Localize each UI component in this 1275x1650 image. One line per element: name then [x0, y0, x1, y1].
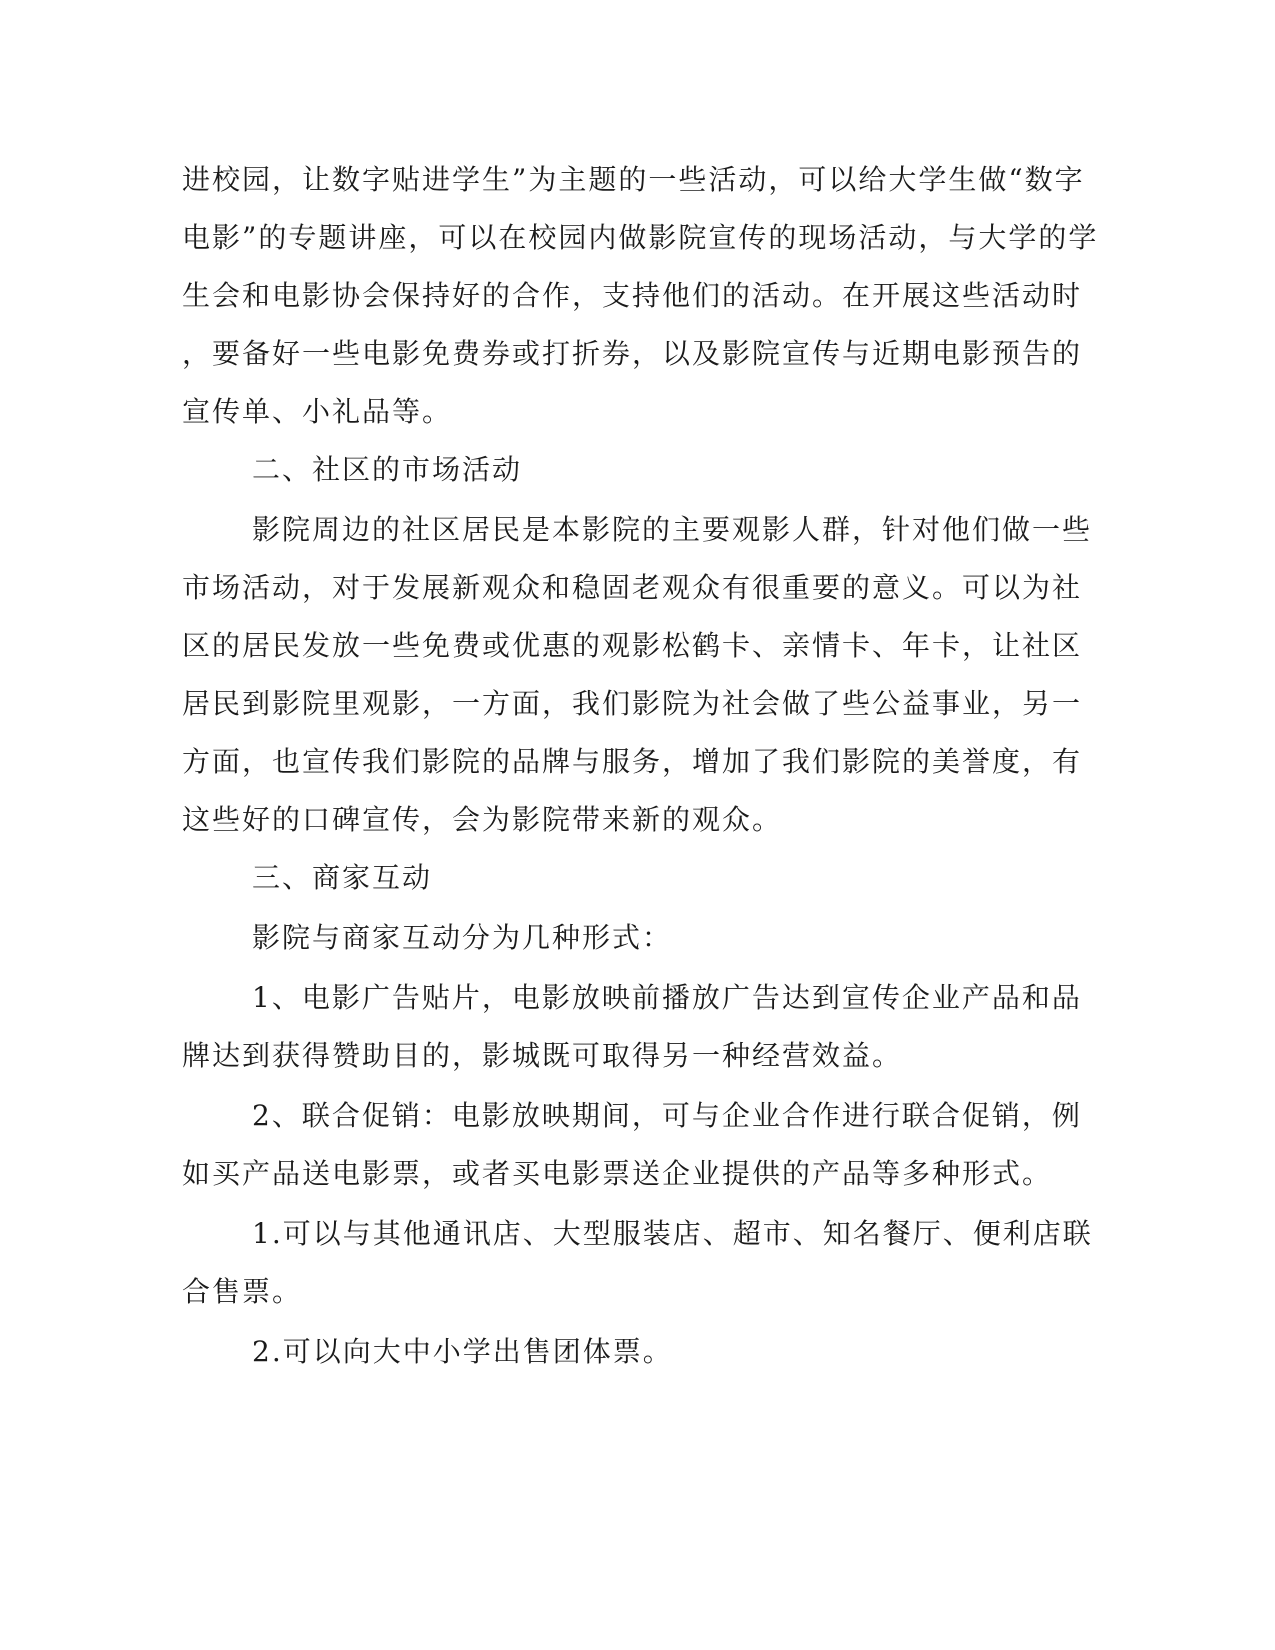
text-line: 影院与商家互动分为几种形式： [252, 921, 673, 954]
text-line: 进校园，让数字贴进学生”为主题的一些活动，可以给大学生做“数字 [182, 163, 1085, 196]
text-line: 1.可以与其他通讯店、大型服装店、超市、知名餐厅、便利店联 [252, 1217, 1093, 1250]
text-line: 1、电影广告贴片，电影放映前播放广告达到宣传企业产品和品 [252, 981, 1082, 1014]
text-line: 2、联合促销：电影放映期间，可与企业合作进行联合促销，例 [252, 1099, 1082, 1132]
section-heading: 二、社区的市场活动 [252, 453, 523, 486]
text-line: 2.可以向大中小学出售团体票。 [252, 1335, 673, 1368]
text-line: 这些好的口碑宣传，会为影院带来新的观众。 [182, 803, 783, 836]
text-line: 影院周边的社区居民是本影院的主要观影人群，针对他们做一些 [252, 513, 1093, 546]
text-line: 市场活动，对于发展新观众和稳固老观众有很重要的意义。可以为社 [182, 571, 1083, 604]
text-line: 居民到影院里观影，一方面，我们影院为社会做了些公益事业，另一 [182, 687, 1083, 720]
text-line: 牌达到获得赞助目的，影城既可取得另一种经营效益。 [182, 1039, 903, 1072]
text-line: 生会和电影协会保持好的合作，支持他们的活动。在开展这些活动时 [182, 279, 1083, 312]
text-line: 电影”的专题讲座，可以在校园内做影院宣传的现场活动，与大学的学 [182, 221, 1099, 254]
section-heading: 三、商家互动 [252, 861, 433, 894]
text-line: 宣传单、小礼品等。 [182, 395, 453, 428]
text-line: 如买产品送电影票，或者买电影票送企业提供的产品等多种形式。 [182, 1157, 1053, 1190]
text-line: 区的居民发放一些免费或优惠的观影松鹤卡、亲情卡、年卡，让社区 [182, 629, 1083, 662]
text-line: 方面，也宣传我们影院的品牌与服务，增加了我们影院的美誉度，有 [182, 745, 1083, 778]
text-line: 合售票。 [182, 1275, 303, 1308]
text-line: ，要备好一些电影免费券或打折券，以及影院宣传与近期电影预告的 [182, 337, 1083, 370]
